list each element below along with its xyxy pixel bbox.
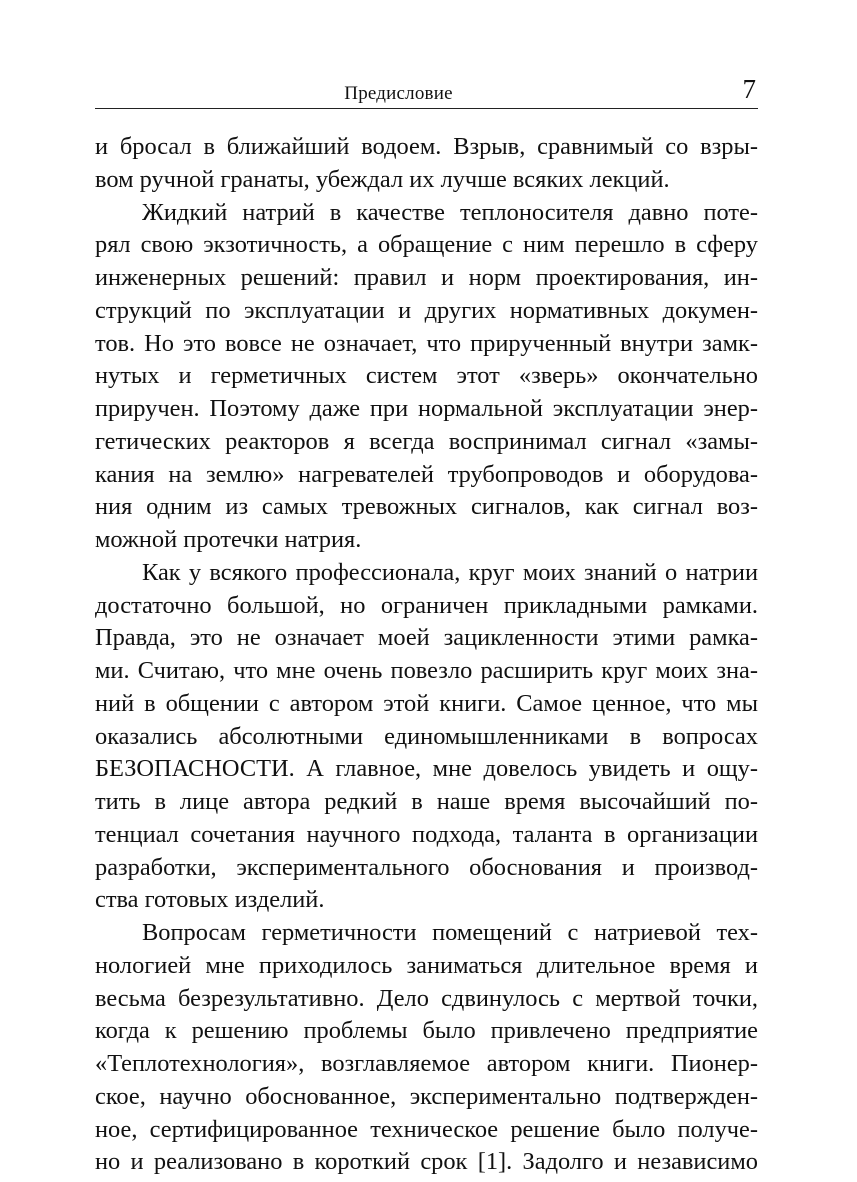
paragraph [95,557,758,917]
text-line: Правда, это не означает моей зацикленности этими рамка- [95,624,758,652]
text-line: струкций по эксплуатации и других нормативных докумен- [95,296,758,324]
text-line: рял свою экзотичность, а обращение с ним перешло в сферу [95,231,758,259]
text-line: оказались абсолютными единомышленниками в вопросах [95,722,758,750]
running-header [95,74,758,109]
text-line: кания на землю» нагревателей трубопроводов и оборудова- [95,460,758,488]
text-line: можной протечки натрия. [95,526,362,553]
text-line: когда к решению проблемы было привлечено предприятие [95,1017,758,1045]
header-title: Предисловие [344,83,453,104]
text-line: тов. Но это вовсе не означает, что прирученный внутри замк- [95,329,758,357]
text-line: БЕЗОПАСНОСТИ. А главное, мне довелось увидеть и ощу- [95,755,758,783]
text-line: нологией мне приходилось заниматься длительное время и [95,951,758,979]
text-line: гетических реакторов я всегда воспринимал сигнал «замы- [95,427,758,455]
paragraph [95,197,758,557]
text-line: ства готовых изделий. [95,886,325,914]
text-line: ний в общении с автором этой книги. Самое ценное, что мы [95,689,758,717]
text-line: ное, сертифицированное техническое решение было получе- [95,1115,758,1143]
text-line: нутых и герметичных систем этот «зверь» окончательно [95,362,758,390]
text-line: приручен. Поэтому даже при нормальной эксплуатации энер- [95,395,758,422]
text-line: Как у всякого профессионала, круг моих знаний о натрии [142,558,758,586]
text-line: тить в лице автора редкий в наше время высочайший по- [95,788,758,815]
text-line: «Теплотехнология», возглавляемое автором книги. Пионер- [95,1050,758,1077]
paragraph [95,917,758,1179]
text-line: ния одним из самых тревожных сигналов, как сигнал воз- [95,493,758,521]
text-line: разработки, экспериментального обоснования и производ- [95,853,758,881]
paragraph [95,131,758,197]
text-line: тенциал сочетания научного подхода, таланта в организации [95,820,758,848]
text-line: ское, научно обоснованное, экспериментально подтвержден- [95,1082,758,1110]
text-line: ми. Считаю, что мне очень повезло расширить круг моих зна- [95,657,758,684]
text-line: инженерных решений: правил и норм проектирования, ин- [95,264,758,291]
text-line: Жидкий натрий в качестве теплоносителя давно поте- [142,198,758,226]
text-line: вом ручной гранаты, убеждал их лучше всяких лекций. [95,165,670,193]
text-line: но и реализовано в короткий срок [1]. Задолго и независимо [95,1148,758,1176]
body-text [95,131,758,1179]
text-line: достаточно большой, но ограничен прикладными рамками. [95,591,758,619]
text-line: Вопросам герметичности помещений с натриевой тех- [142,919,758,946]
page-number: 7 [742,74,756,104]
text-line: и бросал в ближайший водоем. Взрыв, сравнимый со взры- [95,133,758,160]
text-line: весьма безрезультативно. Дело сдвинулось с мертвой точки, [95,984,758,1012]
